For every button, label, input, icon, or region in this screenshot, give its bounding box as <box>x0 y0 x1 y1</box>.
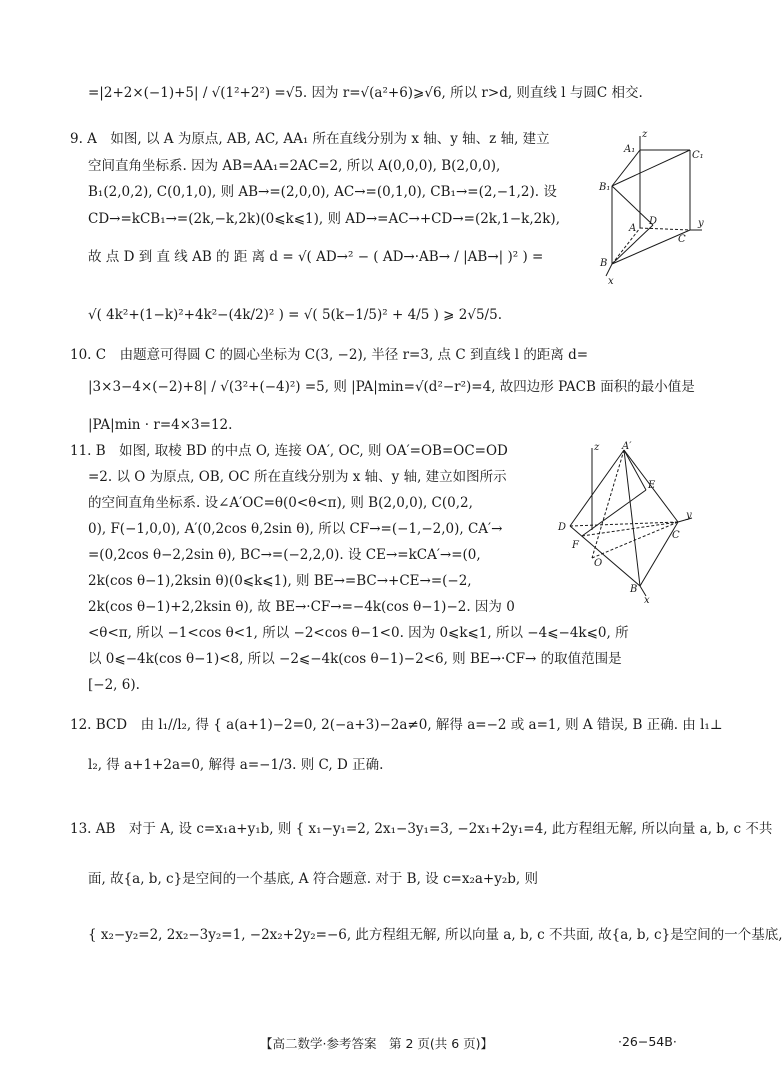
page-footer-title: 【高二数学·参考答案 第 2 页(共 6 页)】 <box>260 1036 494 1051</box>
answer-12-line: l₂, 得 a+1+2a=0, 解得 a=−1/3. 则 C, D 正确. <box>88 757 384 773</box>
label-x: x <box>608 276 614 287</box>
label-A: A <box>629 223 637 234</box>
answer-13-line: { x₂−y₂=2, 2x₂−3y₂=1, −2x₂+2y₂=−6, 此方程组无解, 所以向量 a, b, c 不共面, 故{a, b, c}是空间的一个基底, <box>88 927 783 943</box>
label-A1: A₁ <box>624 144 636 155</box>
answer-11-line: 2k(cos θ−1),2ksin θ)(0⩽k⩽1), 则 BE→=BC→+CE→=(−2, <box>88 573 472 589</box>
answer-10-line: |3×3−4×(−2)+8| / √(3²+(−4)²) =5, 则 |PA|min=√(d²−r²)=4, 故四边形 PACB 面积的最小值是 <box>88 379 695 395</box>
answer-11-line: 的空间直角坐标系. 设∠A′OC=θ(0<θ<π), 则 B(2,0,0), C(0,2, <box>88 495 473 511</box>
label-z: z <box>594 442 600 453</box>
answer-11-line: =2. 以 O 为原点, OB, OC 所在直线分别为 x 轴、y 轴, 建立如图所示 <box>88 469 507 485</box>
label-D: D <box>558 522 567 533</box>
label-O: O <box>594 558 603 569</box>
answer-9-line: CD→=kCB₁→=(2k,−k,2k)(0⩽k⩽1), 则 AD→=AC→+CD→=(2k,1−k,2k), <box>88 211 560 227</box>
label-B: B <box>600 258 608 269</box>
page-footer-code: ·26−54B· <box>618 1034 677 1049</box>
answer-13-line: 面, 故{a, b, c}是空间的一个基底, A 符合题意. 对于 B, 设 c=x₂a+y₂b, 则 <box>88 871 538 887</box>
answer-11-line: 0), F(−1,0,0), A′(0,2cos θ,2sin θ), 所以 CF→=(−1,−2,0), CA′→ <box>88 521 503 537</box>
answer-11-line: 11. B 如图, 取棱 BD 的中点 O, 连接 OA′, OC, 则 OA′=OB=OC=OD <box>70 443 508 459</box>
answer-9-line: 空间直角坐标系. 因为 AB=AA₁=2AC=2, 所以 A(0,0,0), B(2,0,0), <box>88 158 501 174</box>
answer-9-line: √( 4k²+(1−k)²+4k²−(4k/2)² ) = √( 5(k−1/5)² + 4/5 ) ⩾ 2√5/5. <box>88 307 502 323</box>
label-C: C <box>672 530 680 541</box>
answer-9-line: B₁(2,0,2), C(0,1,0), 则 AB→=(2,0,0), AC→=(0,1,0), CB₁→=(2,−1,2). 设 <box>88 184 557 200</box>
answer-12-line: 12. BCD 由 l₁//l₂, 得 { a(a+1)−2=0, 2(−a+3)−2a≠0, 解得 a=−2 或 a=1, 则 A 错误, B 正确. 由 l₁⊥ <box>70 717 723 733</box>
answer-11-line: <θ<π, 所以 −1<cos θ<1, 所以 −2<cos θ−1<0. 因为 0⩽k⩽1, 所以 −4⩽−4k⩽0, 所 <box>88 625 629 641</box>
label-A-prime: A′ <box>622 441 632 452</box>
answer-13-line: 13. AB 对于 A, 设 c=x₁a+y₁b, 则 { x₁−y₁=2, 2x₁−3y₁=3, −2x₁+2y₁=4, 此方程组无解, 所以向量 a, b, c 不共 <box>70 821 773 837</box>
label-E: E <box>648 480 656 491</box>
label-y: y <box>698 218 704 229</box>
label-B: B <box>630 584 638 595</box>
label-z: z <box>642 129 648 140</box>
answer-10-line: 10. C 由题意可得圆 C 的圆心坐标为 C(3, −2), 半径 r=3, 点 C 到直线 l 的距离 d= <box>70 347 589 363</box>
label-C: C <box>678 234 686 245</box>
answer-11-line: 以 0⩽−4k(cos θ−1)<8, 所以 −2⩽−4k(cos θ−1)−2<6, 则 BE→·CF→ 的取值范围是 <box>88 651 622 667</box>
answer-11-line: 2k(cos θ−1)+2,2ksin θ), 故 BE→·CF→=−4k(cos θ−1)−2. 因为 0 <box>88 599 515 615</box>
label-B1: B₁ <box>599 182 611 193</box>
answer-11-line: =(0,2cos θ−2,2sin θ), BC→=(−2,2,0). 设 CE→=kCA′→=(0, <box>88 547 481 563</box>
answer-10-line: |PA|min · r=4×3=12. <box>88 417 233 433</box>
label-D: D <box>649 216 658 227</box>
answer-9-line: 故 点 D 到 直 线 AB 的 距 离 d = √( AD→² − ( AD→·AB→ / |AB→| )² ) = <box>88 249 544 265</box>
text-line: =|2+2×(−1)+5| / √(1²+2²) =√5. 因为 r=√(a²+6)⩾√6, 所以 r>d, 则直线 l 与圆C 相交. <box>88 85 643 101</box>
tetrahedron-figure <box>552 440 702 605</box>
label-y: y <box>686 510 692 521</box>
label-F: F <box>572 540 579 551</box>
answer-11-line: [−2, 6). <box>88 677 140 693</box>
prism-figure <box>598 128 708 288</box>
answer-9-line: 9. A 如图, 以 A 为原点, AB, AC, AA₁ 所在直线分别为 x 轴、y 轴、z 轴, 建立 <box>70 131 550 147</box>
label-x: x <box>644 595 650 606</box>
label-C1: C₁ <box>692 150 704 161</box>
